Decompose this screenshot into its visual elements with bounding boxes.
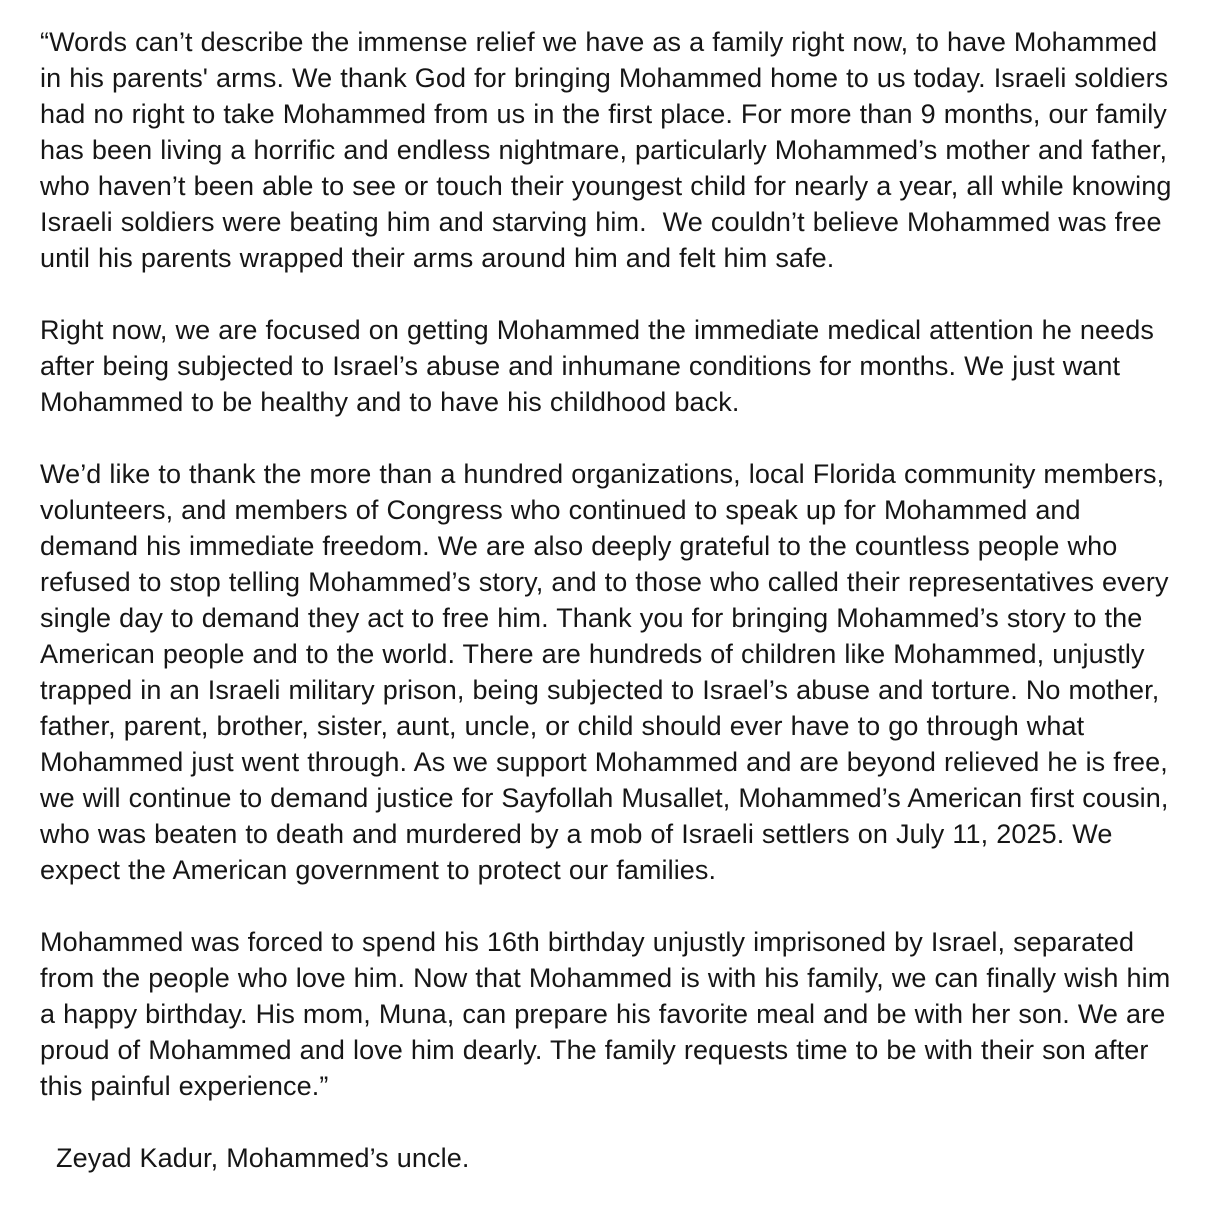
- statement-paragraph-3: We’d like to thank the more than a hundred organizations, local Florida community members, volunteers, and members of Congress who continued to speak up for Mohammed and demand his immediate freedom. We are also deeply grateful to the countless people who refused to stop telling Mohammed’s story, and to those who called their representatives every single day to demand they act to free him. Thank you for bringing Mohammed’s story to the American people and to the world. There are hundreds of children like Mohammed, unjustly trapped in an Israeli military prison, being subjected to Israel’s abuse and torture. No mother, father, parent, brother, sister, aunt, uncle, or child should ever have to go through what Mohammed just went through. As we support Mohammed and are beyond relieved he is free, we will continue to demand justice for Sayfollah Musallet, Mohammed’s American first cousin, who was beaten to death and murdered by a mob of Israeli settlers on July 11, 2025. We expect the American government to protect our families.: [40, 459, 1177, 885]
- statement-paragraph-4: Mohammed was forced to spend his 16th birthday unjustly imprisoned by Israel, separated from the people who love him. Now that Mohammed is with his family, we can finally wish him a happy birthday. His mom, Muna, can prepare his favorite meal and be with her son. We are proud of Mohammed and love him dearly. The family requests time to be with their son after this painful experience.”: [40, 927, 1179, 1101]
- statement-paragraph-1: “Words can’t describe the immense relief we have as a family right now, to have Mohammed in his parents' arms. We thank God for bringing Mohammed home to us today. Israeli soldiers had no right to take Mohammed from us in the first place. For more than 9 months, our family has been living a horrific and endless nightmare, particularly Mohammed’s mother and father, who haven’t been able to see or touch their youngest child for nearly a year, all while knowing Israeli soldiers were beating him and starving him. We couldn’t believe Mohammed was free until his parents wrapped their arms around him and felt him safe.: [40, 27, 1180, 273]
- statement-paragraph-2: Right now, we are focused on getting Mohammed the immediate medical attention he needs after being subjected to Israel’s abuse and inhumane conditions for months. We just want Mohammed to be healthy and to have his childhood back.: [40, 315, 1162, 417]
- signature-line: Zeyad Kadur, Mohammed’s uncle.: [40, 1143, 470, 1173]
